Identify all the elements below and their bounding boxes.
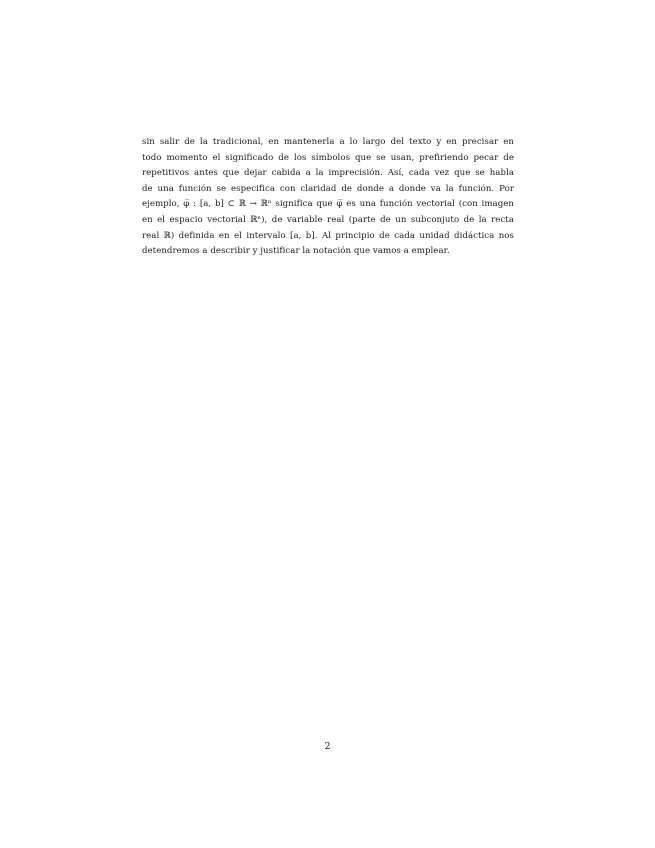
paragraph-line: ejemplo, φ̅ : [a, b] ⊂ ℝ → ℝⁿ significa que φ̅ es una función vectorial (con imagen (142, 199, 514, 210)
paragraph-line: todo momento el significado de los símbolos que se usan, prefiriendo pecar de (142, 152, 514, 163)
paragraph-line: repetitivos antes que dejar cabida a la imprecisión. Así, cada vez que se habla (142, 168, 514, 179)
paragraph-line: sin salir de la tradicional, en mantenerla a lo largo del texto y en precisar en (142, 137, 514, 147)
body-paragraph (142, 135, 514, 260)
page-number: 2 (324, 741, 331, 752)
paragraph-line: de una función se especifica con claridad de donde a donde va la función. Por (142, 183, 514, 194)
paragraph-line: detendremos a describir y justificar la notación que vamos a emplear. (142, 246, 450, 257)
paragraph-line: en el espacio vectorial ℝⁿ), de variable real (parte de un subconjuto de la recta (142, 214, 514, 225)
paragraph-line: real ℝ) definida en el intervalo [a, b]. Al principio de cada unidad didáctica nos (142, 230, 514, 241)
